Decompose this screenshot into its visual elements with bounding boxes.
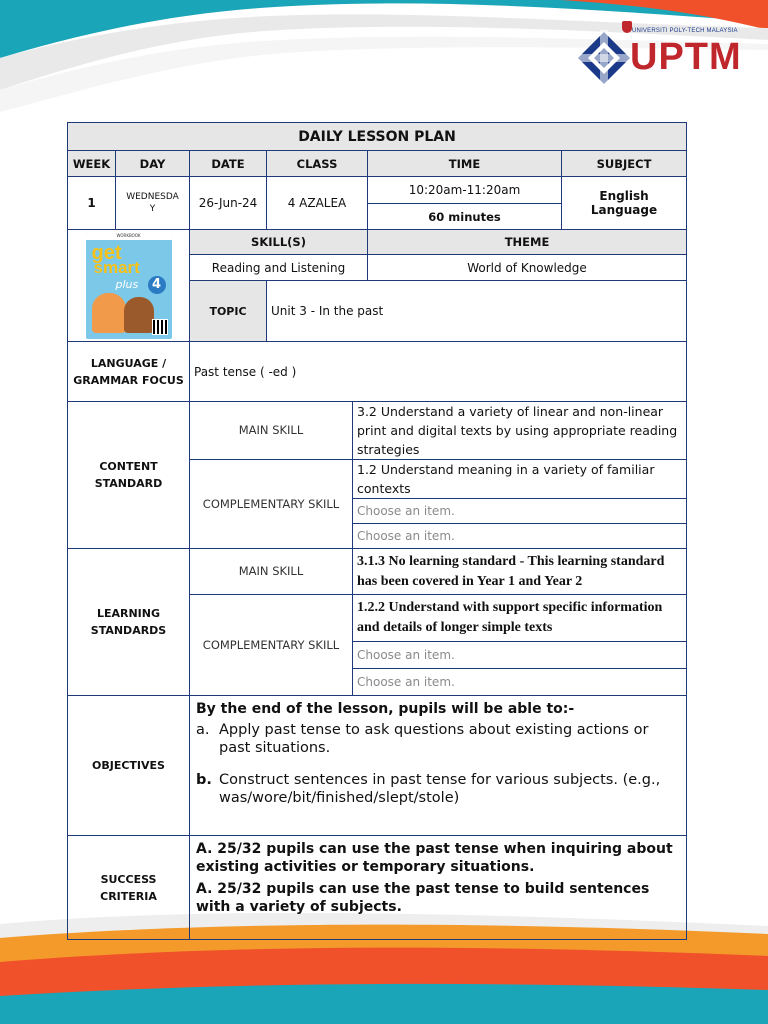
get-smart-plus-book-cover [86,233,172,339]
objectives-content [190,696,687,836]
objective-item [196,771,680,807]
content-choose-item-dropdown-1[interactable]: Choose an item. [353,499,687,524]
content-main-skill-value: 3.2 Understand a variety of linear and non-linear print and digital texts by using appropriate reading strategies [353,402,687,460]
topic-label: TOPIC [190,281,267,342]
header-time: TIME [368,151,562,177]
success-criterion: A. 25/32 pupils can use the past tense when inquiring about existing activities or temporary situations. [196,841,673,875]
objectives-heading: By the end of the lesson, pupils will be able to:- [196,701,575,717]
qr-code-icon [152,319,168,335]
day-value: WEDNESDA Y [116,177,190,230]
skill-value: Reading and Listening [190,255,368,281]
topic-value: Unit 3 - In the past [267,281,687,342]
learning-complementary-skill-label: COMPLEMENTARY SKILL [190,595,353,696]
learning-standards-label: LEARNING STANDARDS [68,549,190,696]
header-class: CLASS [267,151,368,177]
content-complementary-skill-value: 1.2 Understand meaning in a variety of familiar contexts [353,460,687,499]
objective-item [196,721,680,757]
learning-choose-item-dropdown-1[interactable]: Choose an item. [353,642,687,669]
learning-choose-item-dropdown-2[interactable]: Choose an item. [353,669,687,696]
book-cover-title-smart: smart [93,257,140,277]
success-criterion: A. 25/32 pupils can use the past tense to build sentences with a variety of subjects. [196,881,650,915]
book-cover-girl-illustration [92,293,126,333]
plan-title: DAILY LESSON PLAN [68,123,687,151]
content-choose-item-dropdown-2[interactable]: Choose an item. [353,524,687,549]
objectives-label: OBJECTIVES [68,696,190,836]
time-value: 10:20am-11:20am [368,177,562,204]
book-cover-boy-illustration [124,297,154,333]
objective-text: Apply past tense to ask questions about existing actions or past situations. [219,722,649,756]
content-standard-label: CONTENT STANDARD [68,402,190,549]
textbook-cover-cell [68,230,190,342]
uptm-logo [576,20,746,90]
language-focus-value: Past tense ( -ed ) [190,342,687,402]
header-day: DAY [116,151,190,177]
uptm-logo-wordmark: UPTM [630,36,742,78]
learning-main-skill-label: MAIN SKILL [190,549,353,595]
book-cover-plus: plus [115,277,139,291]
book-cover-label: WORKBOOK [86,233,172,240]
skills-header: SKILL(S) [190,230,368,255]
class-value: 4 AZALEA [267,177,368,230]
objective-text: Construct sentences in past tense for various subjects. (e.g., was/wore/bit/finished/slept/stole) [219,772,661,806]
duration-value: 60 minutes [368,204,562,230]
language-focus-label: LANGUAGE / GRAMMAR FOCUS [68,342,190,402]
date-value: 26-Jun-24 [190,177,267,230]
book-cover-level: 4 [148,276,166,294]
learning-complementary-skill-value: 1.2.2 Understand with support specific information and details of longer simple texts [353,595,687,642]
uptm-emblem-icon [576,30,632,86]
content-complementary-skill-label: COMPLEMENTARY SKILL [190,460,353,549]
objective-marker: a. [196,722,210,738]
header-subject: SUBJECT [562,151,687,177]
objective-marker: b. [196,772,212,788]
success-criteria-label: SUCCESS CRITERIA [68,836,190,940]
content-main-skill-label: MAIN SKILL [190,402,353,460]
uptm-logo-subtitle: UNIVERSITI POLY-TECH MALAYSIA [632,28,738,34]
week-value: 1 [68,177,116,230]
theme-value: World of Knowledge [368,255,687,281]
header-week: WEEK [68,151,116,177]
header-date: DATE [190,151,267,177]
daily-lesson-plan-table [67,122,687,940]
theme-header: THEME [368,230,687,255]
learning-main-skill-value: 3.1.3 No learning standard - This learning standard has been covered in Year 1 and Year 2 [353,549,687,595]
uptm-crest-icon [622,21,632,33]
book-cover-title-get: get [91,241,122,264]
success-criteria-content [190,836,687,940]
subject-value: English Language [562,177,687,230]
